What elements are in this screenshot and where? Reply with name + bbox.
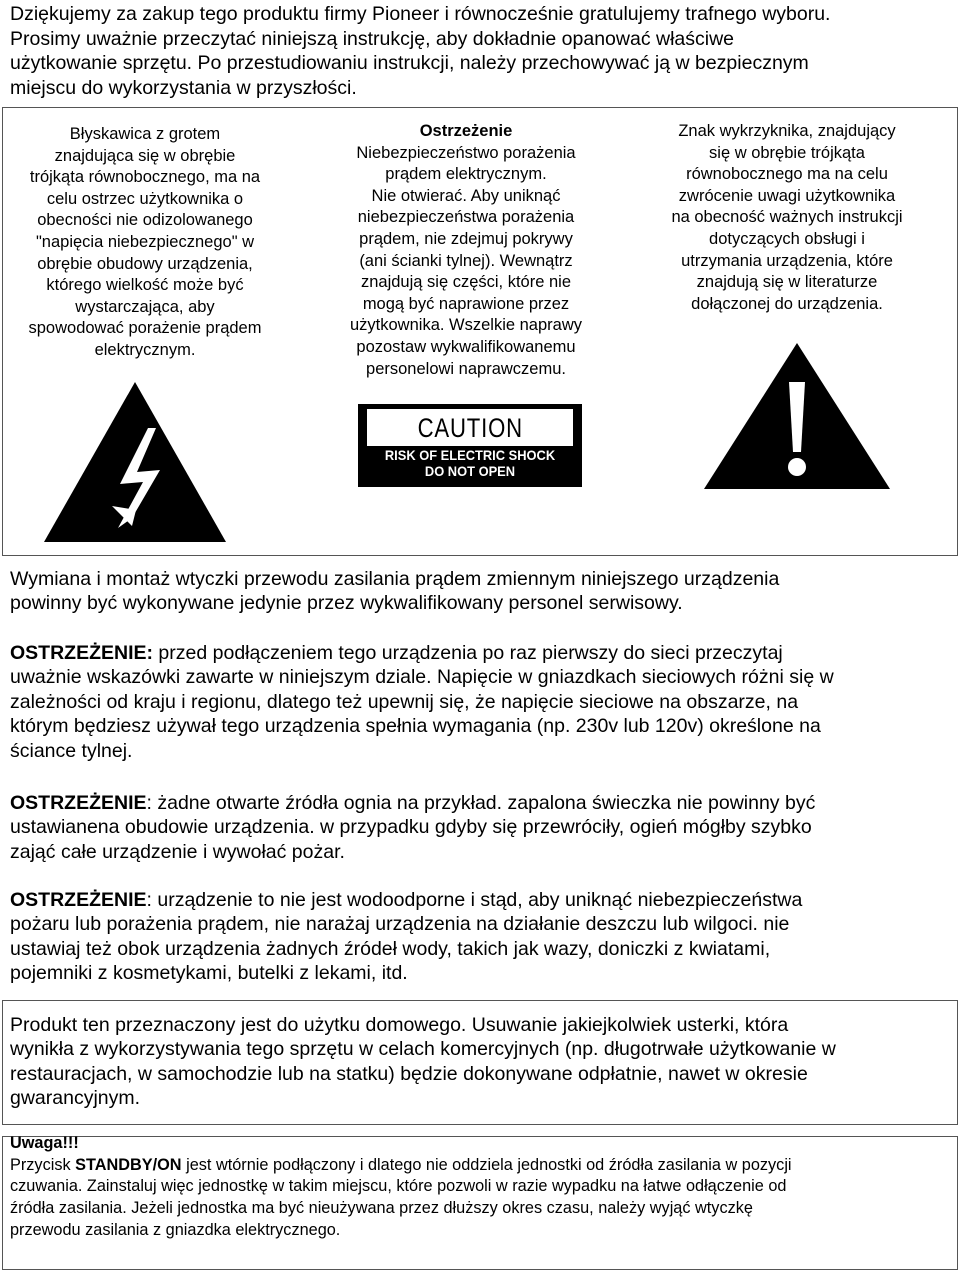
intro-line: Dziękujemy za zakup tego produktu firmy Pioneer i równocześnie gratulujemy trafnego wyboru.	[10, 3, 831, 25]
exclamation-triangle-icon	[700, 340, 894, 492]
fire-warning-paragraph: OSTRZEŻENIE: żadne otwarte źródła ognia na przykład. zapalona świeczka nie powinny być ustawianena obudowie urządzenia. w przypadku gdyby się przewróciły, ogień mógłby szybko zająć całe urządzenie i wywołać pożar.	[10, 792, 816, 863]
water-warning-paragraph: OSTRZEŻENIE: urządzenie to nie jest wodoodporne i stąd, aby uniknąć niebezpieczeństwa pożaru lub porażenia prądem, nie narażaj urządzenia na działanie deszczu lub wilgoci. nie ustawiaj też obok urządzenia żadnych źródeł wody, takich jak wazy, doniczki z kwiatami, pojemniki z kosmetykami, butelki z lekami, itd.	[10, 889, 803, 985]
caution-label	[358, 404, 582, 487]
voltage-warning-paragraph: OSTRZEŻENIE: przed podłączeniem tego urządzenia po raz pierwszy do sieci przeczytaj uważnie wskazówki zawarte w niniejszym dziale. Napięcie w gniazdkach sieciowych różni się w zależności od kraju i regionu, dlatego też upewnij się, że napięcie sieciowe na obszarze, na którym będziesz używał tego urządzenia spełnia wymagania (np. 230v lub 120v) określone na ściance tylnej.	[10, 642, 834, 762]
caution-heading: Ostrzeżenie	[419, 122, 513, 140]
intro-line: Prosimy uważnie przeczytać niniejszą instrukcję, aby dokładnie opanować właściwe	[10, 27, 735, 50]
exclamation-description: Znak wykrzyknika, znajdujący się w obrębie trójkąta równobocznego ma na celu zwrócenie uwagi użytkownika na obecność ważnych instrukcji dotyczących obsługi i utrzymania urządzenia, które znajdują się w literaturze dołączonej do urządzenia.	[671, 122, 903, 313]
standby-on-label: STANDBY/ON	[75, 1155, 182, 1174]
caution-label-line2: DO NOT OPEN	[424, 463, 516, 479]
caution-label-line1: RISK OF ELECTRIC SHOCK	[384, 447, 556, 463]
warning-label: OSTRZEŻENIE	[10, 792, 147, 814]
intro-line: miejscu do wykorzystania w przyszłości.	[10, 76, 357, 99]
standby-note: Uwaga!!! Przycisk STANDBY/ON jest wtórnie podłączony i dlatego nie oddziela jednostki od źródła zasilania w pozycji czuwania. Zainstaluj więc jednostkę w takim miejscu, które pozwoli w razie wypadku na łatwe odłączenie od źródła zasilania. Jeżeli jednostka ma być nieużywana przez dłuższy okres czasu, należy wyjąć wtyczkę przewodu zasilania z gniazdka elektrycznego.	[10, 1133, 950, 1242]
intro-line: użytkowanie sprzętu. Po przestudiowaniu instrukcji, należy przechowywać ją w bezpiecznym	[10, 52, 809, 74]
caution-label-title: CAUTION	[417, 413, 523, 443]
caution-description: Ostrzeżenie Niebezpieczeństwo porażenia prądem elektrycznym. Nie otwierać. Aby uniknąć niebezpieczeństwa porażenia prądem, nie zdejmuj pokrywy (ani ścianki tylnej). Wewnątrz znajdują się części, które nie mogą być naprawione przez użytkownika. Wszelkie naprawy pozostaw wykwalifikowanemu personelowi naprawczemu.	[320, 121, 612, 380]
lightning-triangle-icon	[40, 378, 230, 546]
warning-label: OSTRZEŻENIE	[10, 889, 147, 911]
plug-replacement-paragraph: Wymiana i montaż wtyczki przewodu zasilania prądem zmiennym niniejszego urządzenia powinny być wykonywane jedynie przez wykwalifikowany personel serwisowy.	[10, 568, 780, 615]
warning-label: OSTRZEŻENIE:	[10, 642, 154, 664]
warranty-paragraph: Produkt ten przeznaczony jest do użytku domowego. Usuwanie jakiejkolwiek usterki, która wynikła z wykorzystywania tego sprzętu w celach komercyjnych (np. długotrwałe użytkowanie w restauracjach, w samochodzie lub na statku) będzie dokonywane odpłatnie, nawet w okresie gwarancyjnym.	[10, 1014, 836, 1110]
lightning-description: Błyskawica z grotem znajdująca się w obrębie trójkąta równobocznego, ma na celu ostrzec użytkownika o obecności nie odizolowanego "napięcia niebezpiecznego" w obrębie obudowy urządzenia, którego wielkość może być wystarczająca, aby spowodować porażenie prądem elektrycznym.	[28, 125, 262, 359]
intro-paragraph	[10, 2, 940, 100]
note-title: Uwaga!!!	[10, 1134, 79, 1152]
caution-label-inner	[367, 409, 573, 446]
